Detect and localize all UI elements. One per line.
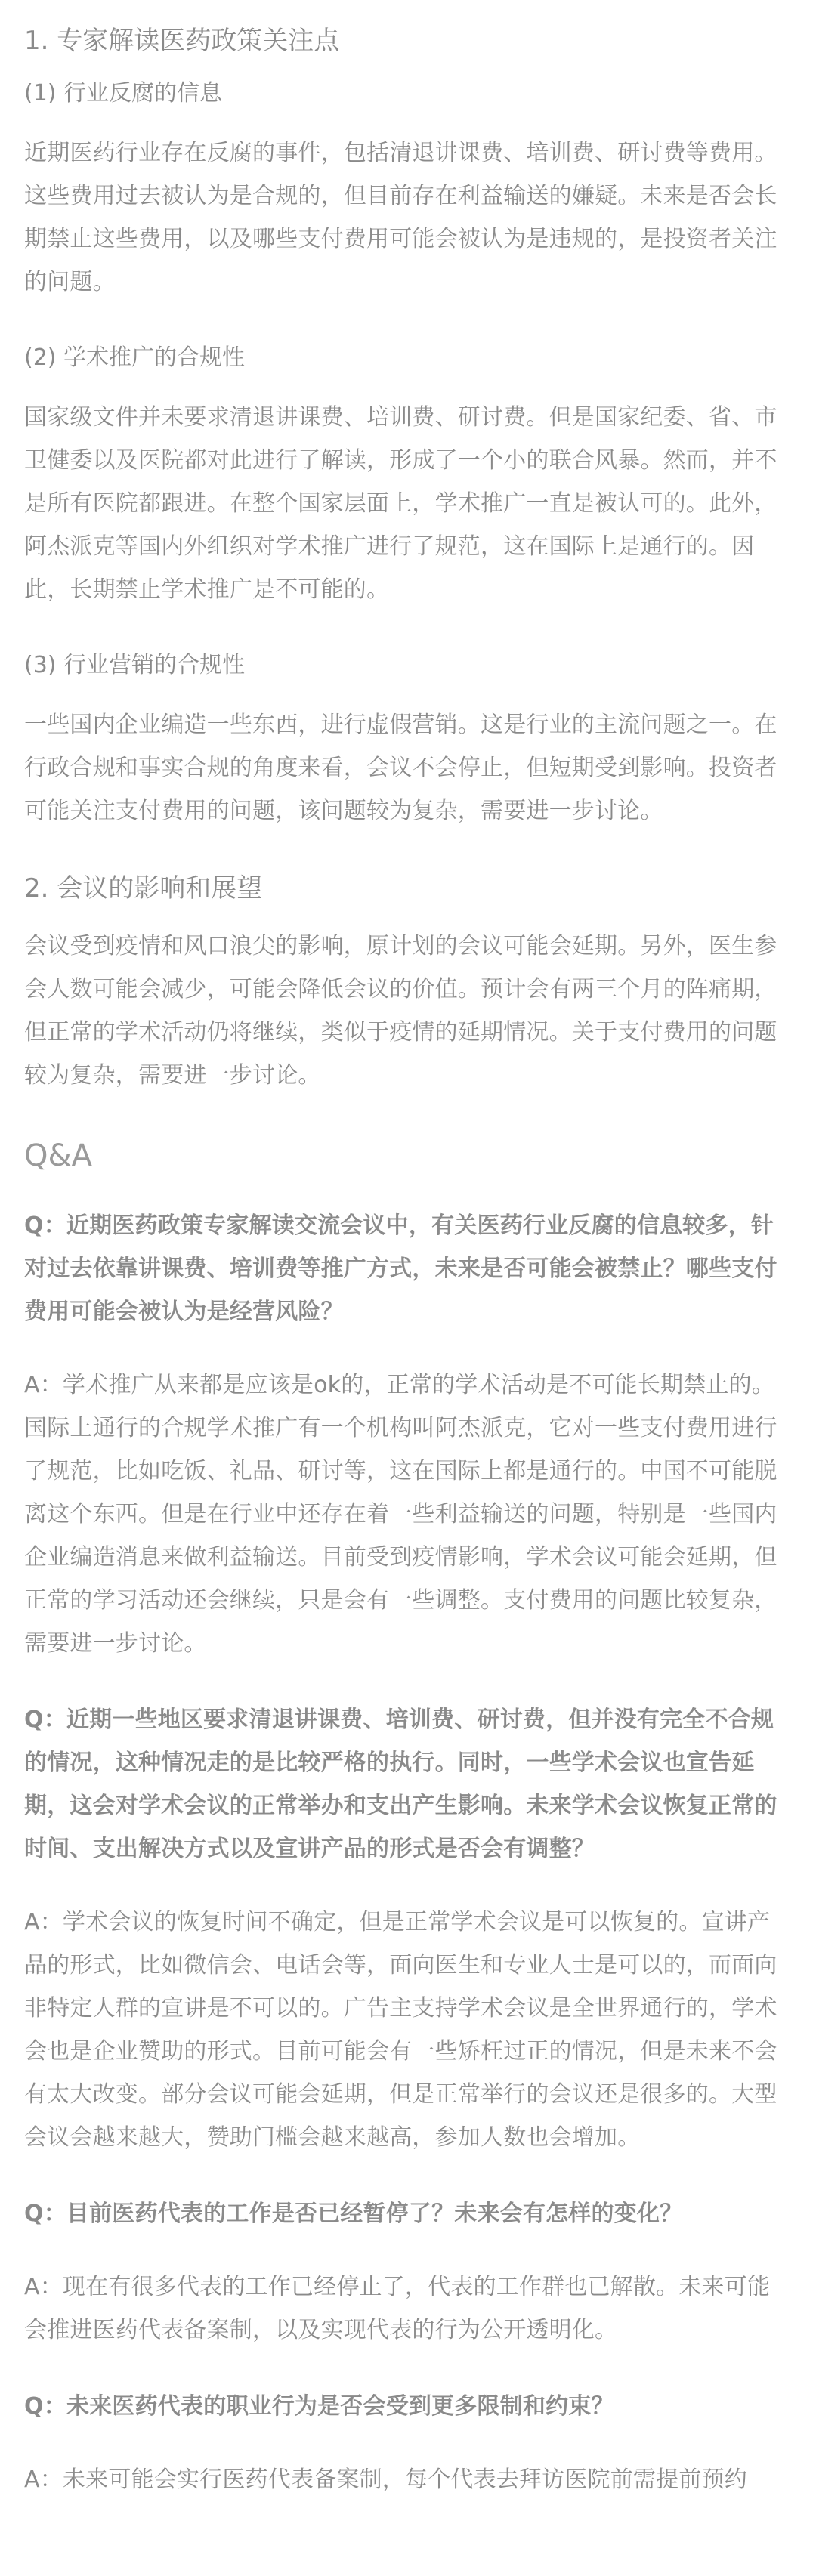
qa-question-1: Q：近期医药政策专家解读交流会议中，有关医药行业反腐的信息较多，针对过去依靠讲课费、培训费等推广方式，未来是否可能会被禁止？哪些支付费用可能会被认为是经营风险？ [24, 1212, 777, 1325]
qa-answer-4: A：未来可能会实行医药代表备案制，每个代表去拜访医院前需提前预约 [24, 2466, 747, 2493]
subsection-text-2: 国家级文件并未要求清退讲课费、培训费、研讨费。但是国家纪委、省、市卫健委以及医院都对此进行了解读，形成了一个小的联合风暴。然而，并不是所有医院都跟进。在整个国家层面上，学术推广一直是被认可的。此外，阿杰派克等国内外组织对学术推广进行了规范，这在国际上是通行的。因此，长期禁止学术推广是不可能的。 [24, 404, 777, 603]
section-text-2: 会议受到疫情和风口浪尖的影响，原计划的会议可能会延期。另外，医生参会人数可能会减少，可能会降低会议的价值。预计会有两三个月的阵痛期，但正常的学术活动仍将继续，类似于疫情的延期情况。关于支付费用的问题较为复杂，需要进一步讨论。 [24, 933, 777, 1089]
qa-answer-1: A：学术推广从来都是应该是ok的，正常的学术活动是不可能长期禁止的。国际上通行的合规学术推广有一个机构叫阿杰派克，它对一些支付费用进行了规范，比如吃饭、礼品、研讨等，这在国际上都是通行的。中国不可能脱离这个东西。但是在行业中还存在着一些利益输送的问题，特别是一些国内企业编造消息来做利益输送。目前受到疫情影响，学术会议可能会延期，但正常的学习活动还会继续，只是会有一些调整。支付费用的问题比较复杂，需要进一步讨论。 [24, 1372, 777, 1657]
subsection-title-1: (1) 行业反腐的信息 [24, 80, 223, 107]
subsection-text-3: 一些国内企业编造一些东西，进行虚假营销。这是行业的主流问题之一。在行政合规和事实合规的角度来看，会议不会停止，但短期受到影响。投资者可能关注支付费用的问题，该问题较为复杂，需要进一步讨论。 [24, 712, 777, 824]
subsection-title-2: (2) 学术推广的合规性 [24, 344, 246, 371]
subsection-title-3: (3) 行业营销的合规性 [24, 652, 246, 678]
qa-answer-2: A：学术会议的恢复时间不确定，但是正常学术会议是可以恢复的。宣讲产品的形式，比如微信会、电话会等，面向医生和专业人士是可以的，而面向非特定人群的宣讲是不可以的。广告主支持学术会议是全世界通行的，学术会也是企业赞助的形式。目前可能会有一些矫枉过正的情况，但是未来不会有太大改变。部分会议可能会延期，但是正常举行的会议还是很多的。大型会议会越来越大，赞助门槛会越来越高，参加人数也会增加。 [24, 1909, 777, 2151]
section-heading-1: 1. 专家解读医药政策关注点 [24, 26, 340, 56]
qa-question-4: Q：未来医药代表的职业行为是否会受到更多限制和约束？ [24, 2393, 614, 2420]
qa-question-2: Q：近期一些地区要求清退讲课费、培训费、研讨费，但并没有完全不合规的情况，这种情况走的是比较严格的执行。同时，一些学术会议也宣告延期，这会对学术会议的正常举办和支出产生影响。未来学术会议恢复正常的时间、支出解决方式以及宣讲产品的形式是否会有调整？ [24, 1707, 777, 1862]
qa-answer-3: A：现在有很多代表的工作已经停止了，代表的工作群也已解散。未来可能会推进医药代表备案制，以及实现代表的行为公开透明化。 [24, 2274, 771, 2343]
subsection-text-1: 近期医药行业存在反腐的事件，包括清退讲课费、培训费、研讨费等费用。这些费用过去被认为是合规的，但目前存在利益输送的嫌疑。未来是否会长期禁止这些费用，以及哪些支付费用可能会被认为是违规的，是投资者关注的问题。 [24, 140, 777, 295]
qa-question-3: Q：目前医药代表的工作是否已经暂停了？未来会有怎样的变化？ [24, 2201, 683, 2227]
section-heading-2: 2. 会议的影响和展望 [24, 873, 263, 903]
qa-title: Q&A [24, 1138, 93, 1173]
